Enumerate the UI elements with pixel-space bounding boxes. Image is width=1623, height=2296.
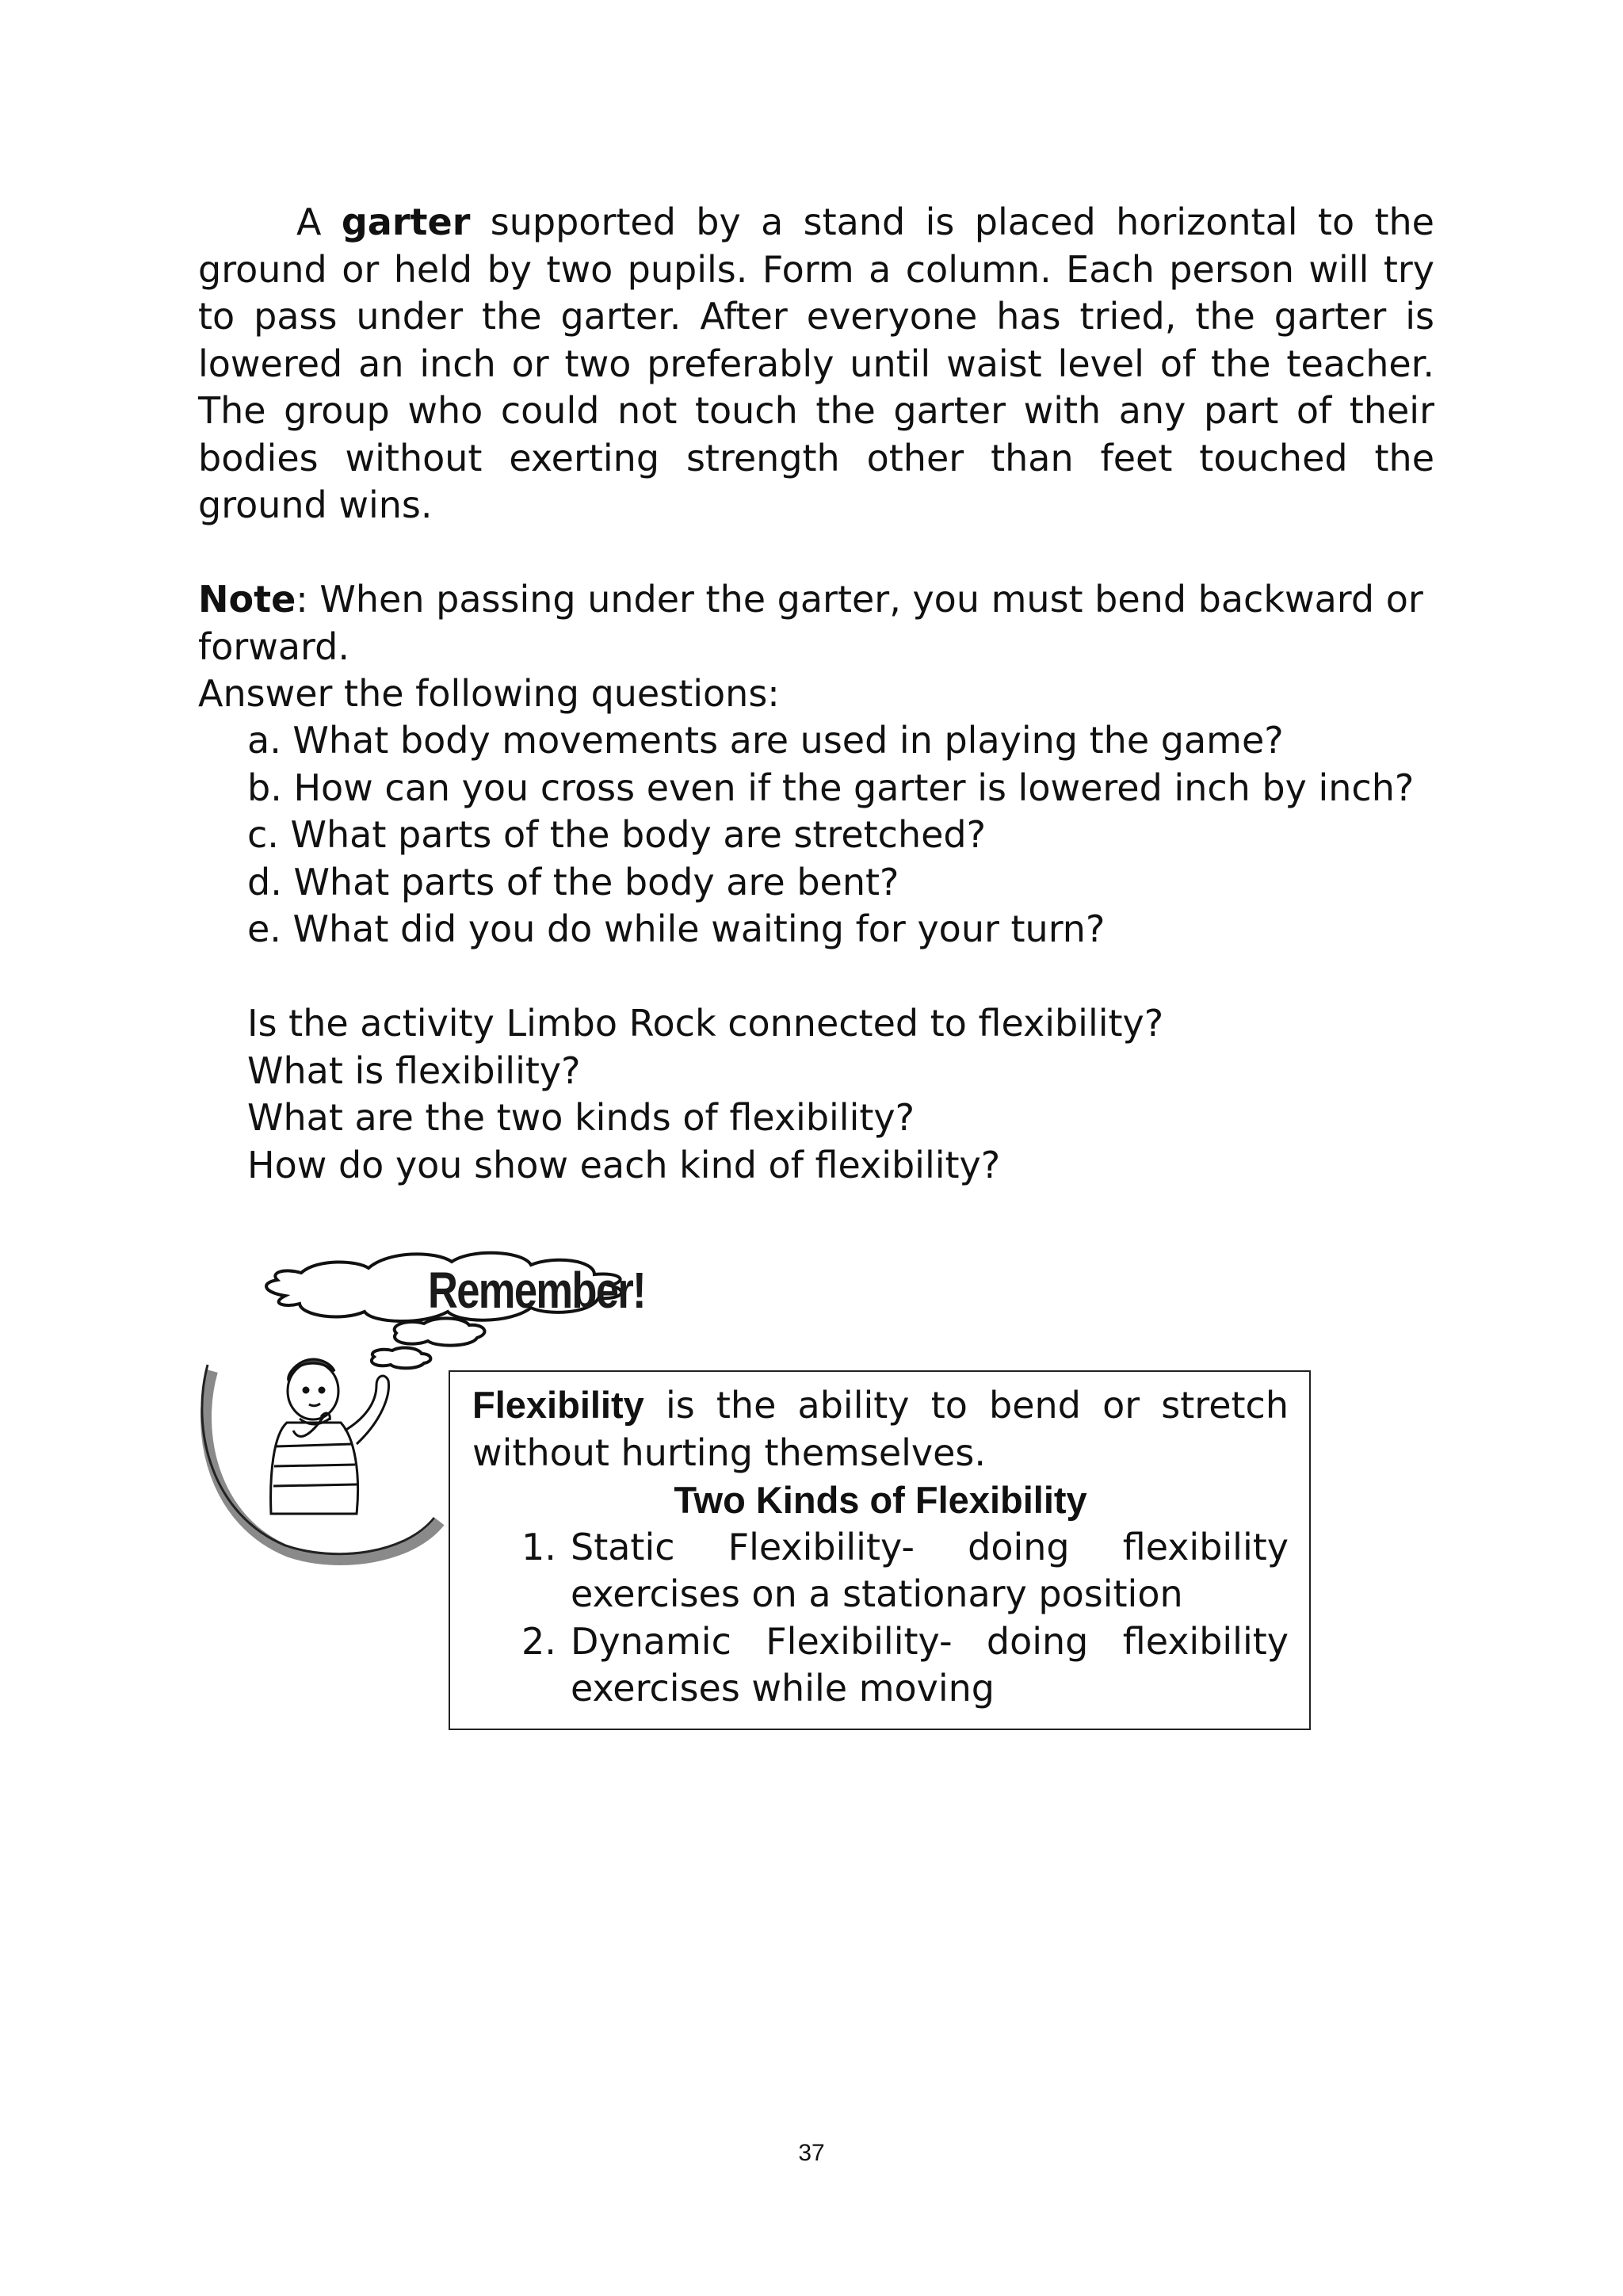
kinds-heading: Two Kinds of Flexibility [674, 1479, 1087, 1521]
reflection-questions [247, 1000, 1436, 1189]
paragraph-text: supported by a stand is placed horizontal to the ground or held by two pupils. Form a column. Each person will try to pass under the garter. After everyone has tried, the garter is lowered an inch or two preferably until waist level of the teacher. The group who could not touch the garter with any part of their bodies without exerting strength other than feet touched the ground wins. [198, 201, 1434, 526]
kind-number: 2. [521, 1619, 556, 1663]
garter-paragraph [198, 199, 1434, 529]
question-item: e. What did you do while waiting for your turn? [247, 907, 1106, 950]
page-number: 37 [798, 2140, 825, 2166]
definition-box [449, 1370, 1311, 1730]
thinking-boy-icon [202, 1359, 440, 1560]
paragraph-lead: A [296, 201, 342, 243]
question-item: d. What parts of the body are bent? [247, 860, 899, 904]
definition-term: Flexibility [472, 1384, 644, 1426]
kind-line: Static Flexibility- doing flexibility [571, 1525, 1289, 1568]
kind-item [472, 1524, 1289, 1618]
reflection-item: What is flexibility? [247, 1049, 581, 1092]
question-item: a. What body movements are used in playing the game? [247, 719, 1284, 762]
definition-body: is the ability to bend or stretch without hurting themselves. [472, 1384, 1289, 1474]
questions-list [247, 717, 1452, 953]
questions-intro: Answer the following questions: [198, 672, 780, 715]
kind-line: exercises on a stationary position [571, 1572, 1183, 1615]
garter-term: garter [341, 201, 471, 243]
question-item: c. What parts of the body are stretched? [247, 813, 987, 856]
kind-line: Dynamic Flexibility- doing flexibility [571, 1619, 1289, 1663]
remember-title: Remember! [428, 1262, 645, 1319]
reflection-item: Is the activity Limbo Rock connected to flexibility? [247, 1002, 1164, 1045]
kind-item [472, 1618, 1289, 1713]
note-label: Note [198, 578, 296, 621]
note [198, 576, 1434, 670]
kind-line: exercises while moving [571, 1667, 995, 1710]
question-item: b. How can you cross even if the garter is lowered inch by inch? [247, 766, 1415, 809]
note-text: : When passing under the garter, you must bend backward or forward. [198, 578, 1423, 668]
definition-content [472, 1381, 1289, 1713]
reflection-item: How do you show each kind of flexibility? [247, 1143, 1001, 1186]
kind-number: 1. [521, 1525, 556, 1568]
reflection-item: What are the two kinds of flexibility? [247, 1096, 915, 1139]
definition-text [472, 1381, 1289, 1477]
